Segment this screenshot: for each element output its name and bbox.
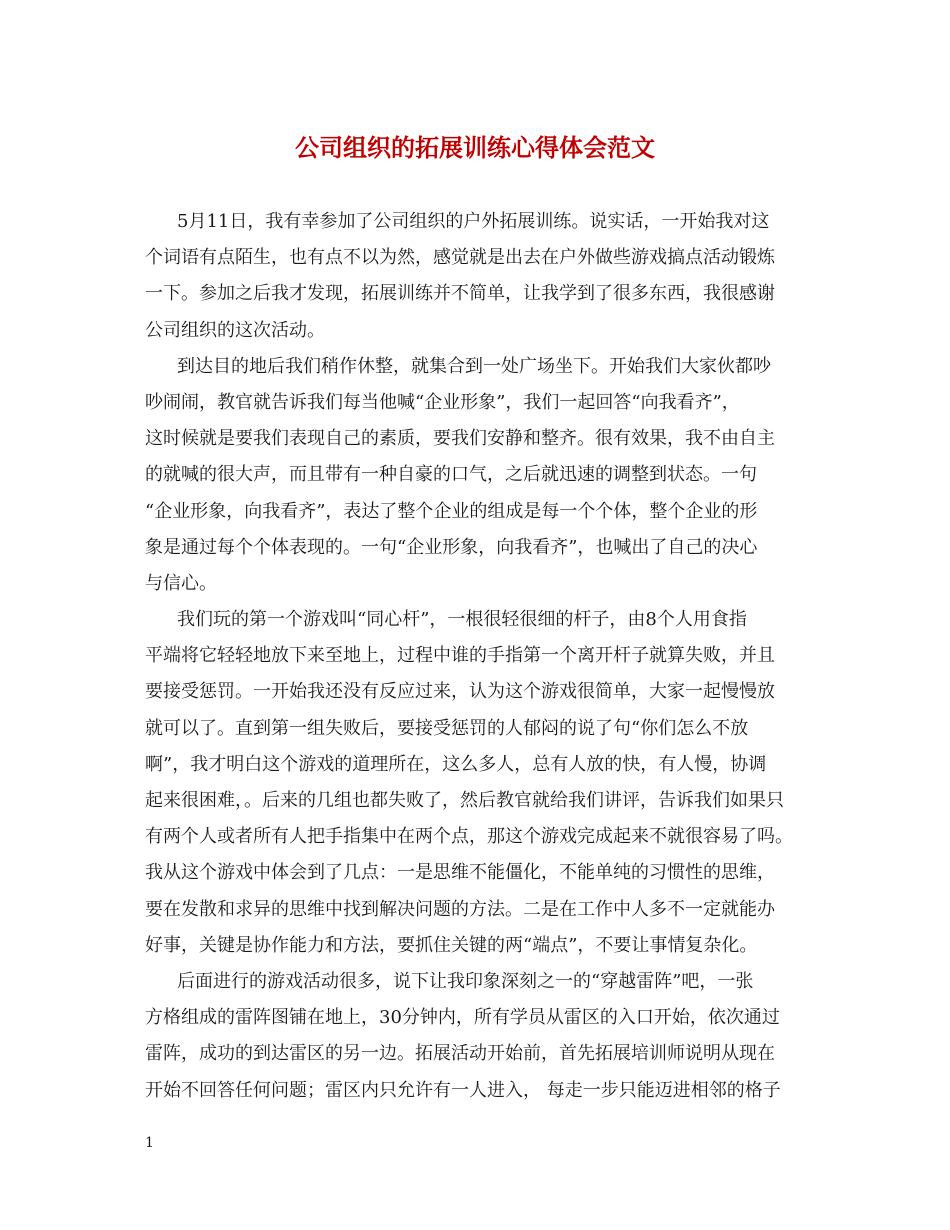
body-line: 的就喊的很大声，而且带有一种自豪的口气，之后就迅速的调整到状态。一句: [145, 464, 757, 486]
body-line: 方格组成的雷阵图铺在地上，30分钟内，所有学员从雷区的入口开始，依次通过: [145, 1007, 780, 1029]
body-line: 开始不回答任何问题；雷区内只允许有一人进入， 每走一步只能迈进相邻的格子: [145, 1079, 781, 1101]
body-line: 个词语有点陌生，也有点不以为然，感觉就是出去在户外做些游戏搞点活动锻炼: [145, 247, 775, 269]
body-line: 5月11日，我有幸参加了公司组织的户外拓展训练。说实话，一开始我对这: [177, 211, 770, 232]
document-title: 公司组织的拓展训练心得体会范文: [295, 134, 655, 162]
body-line: 要接受惩罚。一开始我还没有反应过来，认为这个游戏很简单，大家一起慢慢放: [145, 681, 775, 703]
body-line: 我们玩的第一个游戏叫“同心杆”，一根很轻很细的杆子，由8个人用食指: [177, 609, 747, 631]
body-line: 吵闹闹，教官就告诉我们每当他喊“企业形象”，我们一起回答“向我看齐”，: [145, 391, 740, 413]
page-number: 1: [145, 1135, 154, 1151]
body-line: 我从这个游戏中体会到了几点：一是思维不能僵化，不能单纯的习惯性的思维，: [145, 862, 775, 884]
document-body: [145, 204, 815, 1109]
body-line: 起来很困难，。后来的几组也都失败了，然后教官就给我们讲评，告诉我们如果只: [145, 790, 784, 811]
body-line: 啊”，我才明白这个游戏的道理所在，这么多人，总有人放的快，有人慢，协调: [145, 753, 767, 775]
body-line: 这时候就是要我们表现自己的素质，要我们安静和整齐。很有效果，我不由自主: [145, 428, 775, 450]
body-line: 有两个人或者所有人把手指集中在两个点，那这个游戏完成起来不就很容易了吗。: [145, 826, 793, 848]
body-line: “企业形象，向我看齐”，表达了整个企业的组成是每一个个体，整个企业的形: [145, 500, 758, 522]
body-line: 公司组织的这次活动。: [145, 319, 325, 341]
body-line: 后面进行的游戏活动很多，说下让我印象深刻之一的“穿越雷阵”吧，一张: [177, 970, 754, 992]
body-line: 就可以了。直到第一组失败后，要接受惩罚的人郁闷的说了句“你们怎么不放: [145, 717, 749, 739]
body-line: 要在发散和求异的思维中找到解决问题的方法。二是在工作中人多不一定就能办: [145, 898, 775, 920]
body-line: 雷阵，成功的到达雷区的另一边。拓展活动开始前，首先拓展培训师说明从现在: [145, 1043, 775, 1065]
body-line: 到达目的地后我们稍作休整，就集合到一处广场坐下。开始我们大家伙都吵: [177, 355, 771, 377]
body-line: 与信心。: [145, 572, 217, 594]
body-line: 象是通过每个个体表现的。一句“企业形象，向我看齐”，也喊出了自己的决心: [145, 536, 758, 558]
body-line: 好事，关键是协作能力和方法，要抓住关键的两“端点”，不要让事情复杂化。: [145, 934, 758, 956]
body-line: 一下。参加之后我才发现，拓展训练并不简单，让我学到了很多东西，我很感谢: [145, 283, 775, 305]
body-line: 平端将它轻轻地放下来至地上，过程中谁的手指第一个离开杆子就算失败，并且: [145, 645, 775, 667]
